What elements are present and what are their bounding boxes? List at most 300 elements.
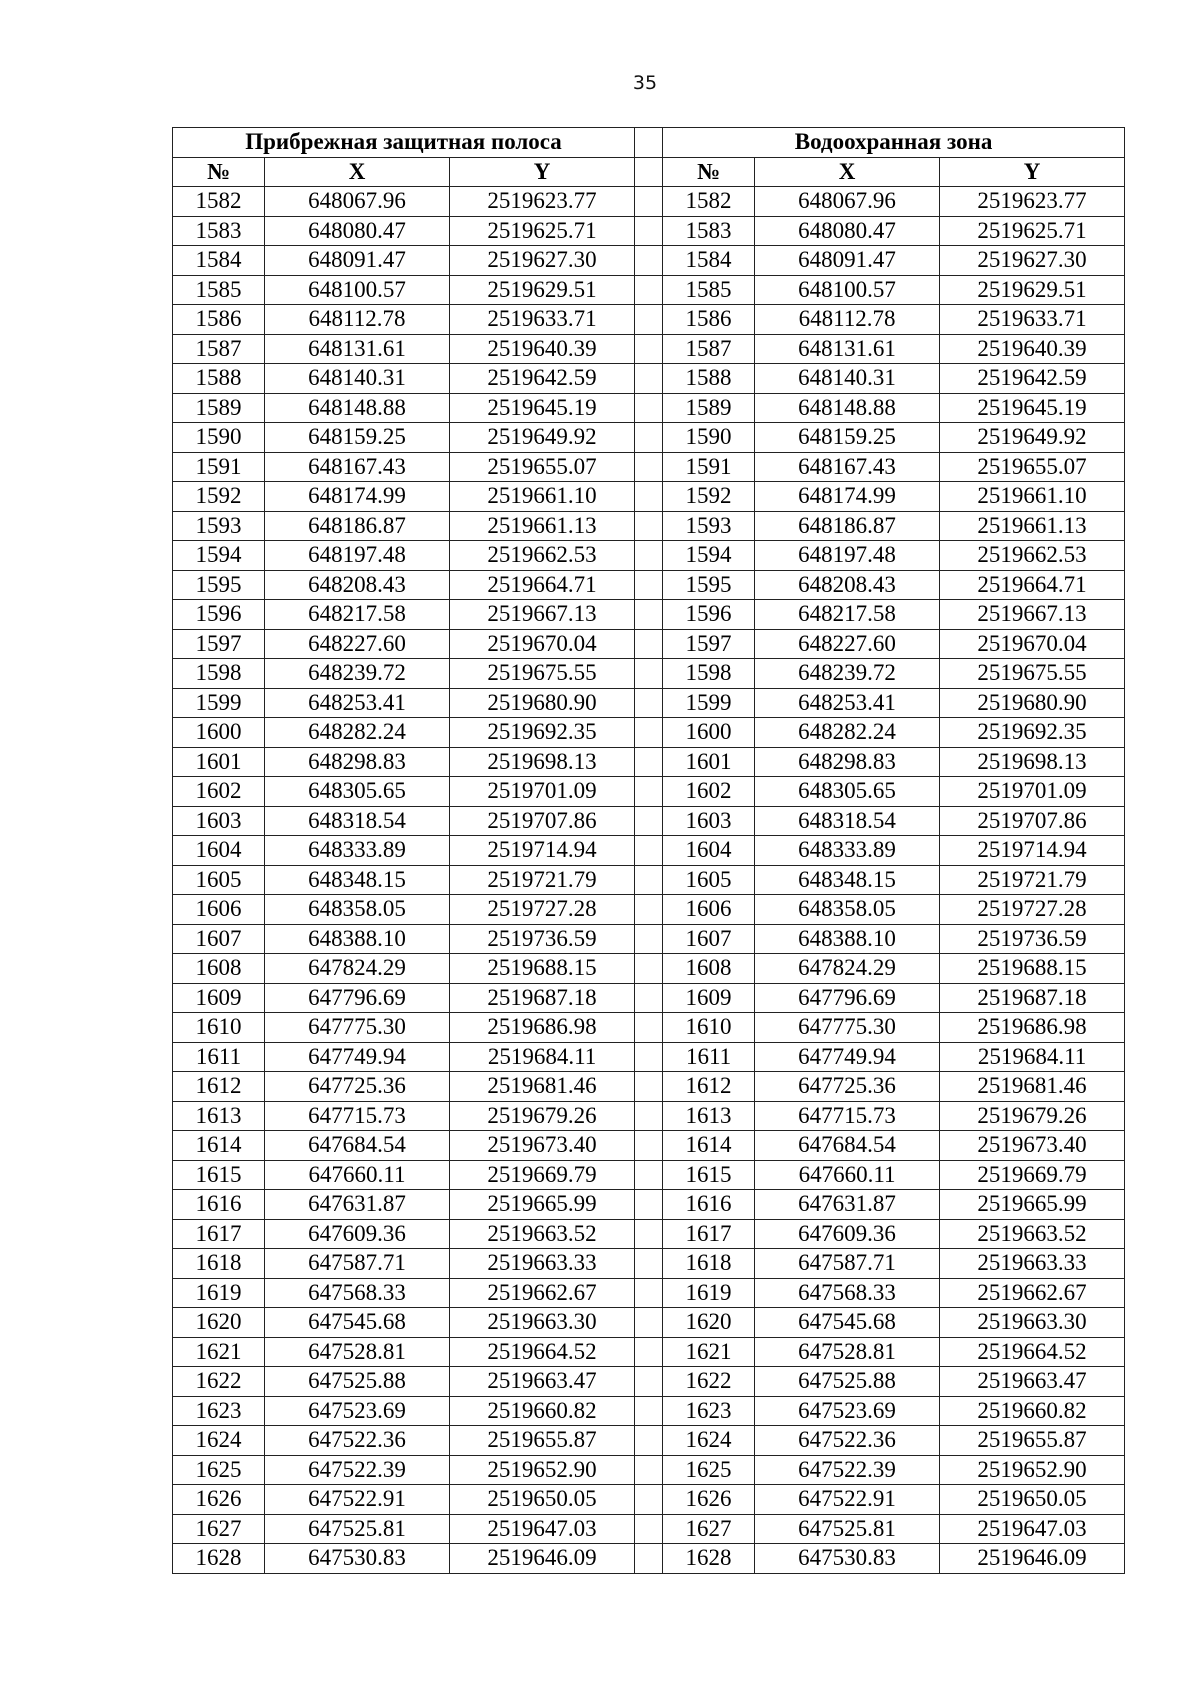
table-row [173, 718, 1125, 748]
right-point-number: 1597 [663, 629, 755, 659]
column-gap [635, 1278, 663, 1308]
left-point-number: 1598 [173, 659, 265, 689]
left-y-coordinate: 2519627.30 [450, 246, 635, 276]
left-x-coordinate: 648067.96 [265, 187, 450, 217]
right-x-coordinate: 648305.65 [755, 777, 940, 807]
left-y-coordinate: 2519625.71 [450, 216, 635, 246]
left-x-coordinate: 648131.61 [265, 334, 450, 364]
right-y-coordinate: 2519623.77 [940, 187, 1125, 217]
left-point-number: 1586 [173, 305, 265, 335]
right-y-coordinate: 2519660.82 [940, 1396, 1125, 1426]
column-gap [635, 659, 663, 689]
right-y-coordinate: 2519681.46 [940, 1072, 1125, 1102]
table-row [173, 777, 1125, 807]
right-x-coordinate: 647715.73 [755, 1101, 940, 1131]
column-gap [635, 511, 663, 541]
right-x-coordinate: 648091.47 [755, 246, 940, 276]
right-point-number: 1618 [663, 1249, 755, 1279]
right-y-coordinate: 2519679.26 [940, 1101, 1125, 1131]
left-point-number: 1585 [173, 275, 265, 305]
left-point-number: 1588 [173, 364, 265, 394]
table-row [173, 482, 1125, 512]
left-point-number: 1621 [173, 1337, 265, 1367]
table-row [173, 305, 1125, 335]
left-y-coordinate: 2519664.52 [450, 1337, 635, 1367]
table-row [173, 747, 1125, 777]
column-gap [635, 629, 663, 659]
right-x-coordinate: 648318.54 [755, 806, 940, 836]
table-row [173, 983, 1125, 1013]
right-x-coordinate: 648348.15 [755, 865, 940, 895]
left-point-number: 1595 [173, 570, 265, 600]
right-x-coordinate: 647528.81 [755, 1337, 940, 1367]
right-y-coordinate: 2519669.79 [940, 1160, 1125, 1190]
right-x-coordinate: 647568.33 [755, 1278, 940, 1308]
right-point-number: 1602 [663, 777, 755, 807]
left-x-coordinate: 647522.91 [265, 1485, 450, 1515]
right-point-number: 1619 [663, 1278, 755, 1308]
right-point-number: 1627 [663, 1514, 755, 1544]
left-x-coordinate: 648298.83 [265, 747, 450, 777]
left-point-number: 1582 [173, 187, 265, 217]
left-point-number: 1602 [173, 777, 265, 807]
right-x-coordinate: 648080.47 [755, 216, 940, 246]
left-y-coordinate: 2519650.05 [450, 1485, 635, 1515]
column-header-row [173, 157, 1125, 187]
right-point-number: 1593 [663, 511, 755, 541]
right-header-y: Y [940, 157, 1125, 187]
left-y-coordinate: 2519640.39 [450, 334, 635, 364]
left-y-coordinate: 2519645.19 [450, 393, 635, 423]
coordinates-table [172, 127, 1125, 1574]
column-gap [635, 187, 663, 217]
left-x-coordinate: 647522.36 [265, 1426, 450, 1456]
right-point-number: 1610 [663, 1013, 755, 1043]
left-y-coordinate: 2519655.07 [450, 452, 635, 482]
column-gap [635, 216, 663, 246]
left-x-coordinate: 648358.05 [265, 895, 450, 925]
right-y-coordinate: 2519655.87 [940, 1426, 1125, 1456]
left-y-coordinate: 2519670.04 [450, 629, 635, 659]
right-x-coordinate: 648067.96 [755, 187, 940, 217]
left-point-number: 1594 [173, 541, 265, 571]
table-row [173, 541, 1125, 571]
right-x-coordinate: 648159.25 [755, 423, 940, 453]
right-x-coordinate: 647725.36 [755, 1072, 940, 1102]
left-y-coordinate: 2519663.52 [450, 1219, 635, 1249]
left-point-number: 1601 [173, 747, 265, 777]
left-point-number: 1587 [173, 334, 265, 364]
left-y-coordinate: 2519701.09 [450, 777, 635, 807]
left-header-y: Y [450, 157, 635, 187]
right-y-coordinate: 2519664.52 [940, 1337, 1125, 1367]
left-point-number: 1604 [173, 836, 265, 866]
left-x-coordinate: 648348.15 [265, 865, 450, 895]
left-x-coordinate: 648167.43 [265, 452, 450, 482]
left-y-coordinate: 2519688.15 [450, 954, 635, 984]
table-row [173, 216, 1125, 246]
column-gap [635, 1072, 663, 1102]
page-number: 35 [632, 72, 658, 94]
right-y-coordinate: 2519698.13 [940, 747, 1125, 777]
right-y-coordinate: 2519692.35 [940, 718, 1125, 748]
right-y-coordinate: 2519655.07 [940, 452, 1125, 482]
left-y-coordinate: 2519646.09 [450, 1544, 635, 1574]
left-point-number: 1593 [173, 511, 265, 541]
left-y-coordinate: 2519647.03 [450, 1514, 635, 1544]
right-x-coordinate: 648333.89 [755, 836, 940, 866]
column-gap [635, 1308, 663, 1338]
left-x-coordinate: 648148.88 [265, 393, 450, 423]
left-y-coordinate: 2519655.87 [450, 1426, 635, 1456]
right-point-number: 1621 [663, 1337, 755, 1367]
left-y-coordinate: 2519686.98 [450, 1013, 635, 1043]
table-row [173, 1337, 1125, 1367]
right-point-number: 1623 [663, 1396, 755, 1426]
left-x-coordinate: 647525.88 [265, 1367, 450, 1397]
left-point-number: 1627 [173, 1514, 265, 1544]
right-point-number: 1626 [663, 1485, 755, 1515]
right-point-number: 1591 [663, 452, 755, 482]
left-y-coordinate: 2519623.77 [450, 187, 635, 217]
right-y-coordinate: 2519642.59 [940, 364, 1125, 394]
column-gap [635, 1131, 663, 1161]
right-y-coordinate: 2519662.53 [940, 541, 1125, 571]
right-y-coordinate: 2519625.71 [940, 216, 1125, 246]
left-x-coordinate: 648091.47 [265, 246, 450, 276]
left-x-coordinate: 647525.81 [265, 1514, 450, 1544]
right-x-coordinate: 648388.10 [755, 924, 940, 954]
right-x-coordinate: 648140.31 [755, 364, 940, 394]
left-point-number: 1600 [173, 718, 265, 748]
left-point-number: 1605 [173, 865, 265, 895]
right-point-number: 1601 [663, 747, 755, 777]
left-y-coordinate: 2519664.71 [450, 570, 635, 600]
table-row [173, 1514, 1125, 1544]
column-gap [635, 570, 663, 600]
table-row [173, 423, 1125, 453]
left-x-coordinate: 648208.43 [265, 570, 450, 600]
left-x-coordinate: 648174.99 [265, 482, 450, 512]
left-x-coordinate: 647725.36 [265, 1072, 450, 1102]
right-point-number: 1587 [663, 334, 755, 364]
table-row [173, 865, 1125, 895]
left-point-number: 1603 [173, 806, 265, 836]
right-x-coordinate: 647522.39 [755, 1455, 940, 1485]
left-y-coordinate: 2519633.71 [450, 305, 635, 335]
left-x-coordinate: 648333.89 [265, 836, 450, 866]
column-gap [635, 718, 663, 748]
right-y-coordinate: 2519687.18 [940, 983, 1125, 1013]
left-point-number: 1610 [173, 1013, 265, 1043]
right-x-coordinate: 647522.36 [755, 1426, 940, 1456]
left-y-coordinate: 2519736.59 [450, 924, 635, 954]
table-row [173, 1367, 1125, 1397]
left-point-number: 1611 [173, 1042, 265, 1072]
left-x-coordinate: 648159.25 [265, 423, 450, 453]
right-point-number: 1595 [663, 570, 755, 600]
right-point-number: 1596 [663, 600, 755, 630]
left-point-number: 1624 [173, 1426, 265, 1456]
column-gap [635, 1101, 663, 1131]
right-y-coordinate: 2519647.03 [940, 1514, 1125, 1544]
right-x-coordinate: 647775.30 [755, 1013, 940, 1043]
column-gap [635, 275, 663, 305]
left-x-coordinate: 648197.48 [265, 541, 450, 571]
left-point-number: 1619 [173, 1278, 265, 1308]
left-x-coordinate: 647796.69 [265, 983, 450, 1013]
right-point-number: 1613 [663, 1101, 755, 1131]
right-point-number: 1599 [663, 688, 755, 718]
right-y-coordinate: 2519727.28 [940, 895, 1125, 925]
left-y-coordinate: 2519727.28 [450, 895, 635, 925]
right-y-coordinate: 2519701.09 [940, 777, 1125, 807]
right-point-number: 1622 [663, 1367, 755, 1397]
column-gap [635, 1426, 663, 1456]
table-row [173, 275, 1125, 305]
column-gap [635, 128, 663, 158]
right-y-coordinate: 2519663.33 [940, 1249, 1125, 1279]
right-x-coordinate: 647631.87 [755, 1190, 940, 1220]
column-gap [635, 1160, 663, 1190]
left-y-coordinate: 2519663.47 [450, 1367, 635, 1397]
right-x-coordinate: 647824.29 [755, 954, 940, 984]
table-row [173, 806, 1125, 836]
left-point-number: 1597 [173, 629, 265, 659]
right-y-coordinate: 2519684.11 [940, 1042, 1125, 1072]
column-gap [635, 541, 663, 571]
left-point-number: 1592 [173, 482, 265, 512]
right-y-coordinate: 2519633.71 [940, 305, 1125, 335]
right-y-coordinate: 2519663.52 [940, 1219, 1125, 1249]
right-point-number: 1588 [663, 364, 755, 394]
right-y-coordinate: 2519688.15 [940, 954, 1125, 984]
table-row [173, 246, 1125, 276]
right-y-coordinate: 2519661.13 [940, 511, 1125, 541]
right-y-coordinate: 2519675.55 [940, 659, 1125, 689]
column-gap [635, 246, 663, 276]
table-row [173, 1455, 1125, 1485]
left-y-coordinate: 2519687.18 [450, 983, 635, 1013]
right-point-number: 1615 [663, 1160, 755, 1190]
right-point-number: 1614 [663, 1131, 755, 1161]
right-x-coordinate: 647684.54 [755, 1131, 940, 1161]
table-row [173, 393, 1125, 423]
left-x-coordinate: 648140.31 [265, 364, 450, 394]
column-gap [635, 1367, 663, 1397]
right-x-coordinate: 647796.69 [755, 983, 940, 1013]
table-row [173, 1544, 1125, 1574]
table-row [173, 1072, 1125, 1102]
right-x-coordinate: 648253.41 [755, 688, 940, 718]
right-x-coordinate: 648148.88 [755, 393, 940, 423]
left-x-coordinate: 647684.54 [265, 1131, 450, 1161]
table-row [173, 1485, 1125, 1515]
left-x-coordinate: 648227.60 [265, 629, 450, 659]
right-point-number: 1598 [663, 659, 755, 689]
right-y-coordinate: 2519665.99 [940, 1190, 1125, 1220]
left-x-coordinate: 648318.54 [265, 806, 450, 836]
right-x-coordinate: 647587.71 [755, 1249, 940, 1279]
left-point-number: 1613 [173, 1101, 265, 1131]
left-point-number: 1625 [173, 1455, 265, 1485]
left-x-coordinate: 647545.68 [265, 1308, 450, 1338]
column-gap [635, 452, 663, 482]
left-x-coordinate: 647609.36 [265, 1219, 450, 1249]
left-x-coordinate: 648186.87 [265, 511, 450, 541]
table-row [173, 1308, 1125, 1338]
right-point-number: 1584 [663, 246, 755, 276]
table-row [173, 924, 1125, 954]
left-y-coordinate: 2519660.82 [450, 1396, 635, 1426]
right-point-number: 1604 [663, 836, 755, 866]
left-point-number: 1609 [173, 983, 265, 1013]
column-gap [635, 983, 663, 1013]
left-point-number: 1623 [173, 1396, 265, 1426]
table-row [173, 1131, 1125, 1161]
column-gap [635, 423, 663, 453]
right-section-title: Водоохранная зона [663, 128, 1125, 158]
left-point-number: 1622 [173, 1367, 265, 1397]
right-y-coordinate: 2519670.04 [940, 629, 1125, 659]
left-y-coordinate: 2519707.86 [450, 806, 635, 836]
left-y-coordinate: 2519663.33 [450, 1249, 635, 1279]
left-x-coordinate: 648239.72 [265, 659, 450, 689]
right-y-coordinate: 2519662.67 [940, 1278, 1125, 1308]
right-x-coordinate: 648174.99 [755, 482, 940, 512]
right-x-coordinate: 647523.69 [755, 1396, 940, 1426]
column-gap [635, 364, 663, 394]
left-x-coordinate: 647715.73 [265, 1101, 450, 1131]
column-gap [635, 1219, 663, 1249]
table-row [173, 364, 1125, 394]
right-x-coordinate: 647545.68 [755, 1308, 940, 1338]
left-x-coordinate: 647587.71 [265, 1249, 450, 1279]
column-gap [635, 1455, 663, 1485]
right-y-coordinate: 2519640.39 [940, 334, 1125, 364]
right-point-number: 1608 [663, 954, 755, 984]
right-y-coordinate: 2519629.51 [940, 275, 1125, 305]
right-y-coordinate: 2519663.47 [940, 1367, 1125, 1397]
left-x-coordinate: 648217.58 [265, 600, 450, 630]
left-header-num: № [173, 157, 265, 187]
right-point-number: 1628 [663, 1544, 755, 1574]
table-row [173, 570, 1125, 600]
right-x-coordinate: 647609.36 [755, 1219, 940, 1249]
column-gap [635, 865, 663, 895]
right-point-number: 1583 [663, 216, 755, 246]
left-x-coordinate: 647660.11 [265, 1160, 450, 1190]
left-x-coordinate: 647775.30 [265, 1013, 450, 1043]
column-gap [635, 600, 663, 630]
left-x-coordinate: 648253.41 [265, 688, 450, 718]
left-point-number: 1628 [173, 1544, 265, 1574]
column-gap [635, 334, 663, 364]
left-point-number: 1626 [173, 1485, 265, 1515]
column-gap [635, 1013, 663, 1043]
right-point-number: 1585 [663, 275, 755, 305]
column-gap [635, 895, 663, 925]
right-point-number: 1625 [663, 1455, 755, 1485]
right-y-coordinate: 2519649.92 [940, 423, 1125, 453]
left-x-coordinate: 648282.24 [265, 718, 450, 748]
right-y-coordinate: 2519707.86 [940, 806, 1125, 836]
left-point-number: 1596 [173, 600, 265, 630]
right-y-coordinate: 2519627.30 [940, 246, 1125, 276]
right-x-coordinate: 648197.48 [755, 541, 940, 571]
table-row [173, 1160, 1125, 1190]
right-x-coordinate: 647660.11 [755, 1160, 940, 1190]
right-point-number: 1594 [663, 541, 755, 571]
right-point-number: 1590 [663, 423, 755, 453]
right-y-coordinate: 2519736.59 [940, 924, 1125, 954]
left-x-coordinate: 647631.87 [265, 1190, 450, 1220]
table-row [173, 1249, 1125, 1279]
column-gap [635, 482, 663, 512]
right-point-number: 1592 [663, 482, 755, 512]
right-x-coordinate: 648167.43 [755, 452, 940, 482]
left-header-x: X [265, 157, 450, 187]
column-gap [635, 1190, 663, 1220]
right-x-coordinate: 648227.60 [755, 629, 940, 659]
left-y-coordinate: 2519663.30 [450, 1308, 635, 1338]
right-x-coordinate: 648131.61 [755, 334, 940, 364]
right-point-number: 1611 [663, 1042, 755, 1072]
right-y-coordinate: 2519664.71 [940, 570, 1125, 600]
left-x-coordinate: 647522.39 [265, 1455, 450, 1485]
table-row [173, 895, 1125, 925]
right-point-number: 1617 [663, 1219, 755, 1249]
right-point-number: 1606 [663, 895, 755, 925]
right-y-coordinate: 2519714.94 [940, 836, 1125, 866]
right-y-coordinate: 2519686.98 [940, 1013, 1125, 1043]
right-y-coordinate: 2519721.79 [940, 865, 1125, 895]
left-y-coordinate: 2519681.46 [450, 1072, 635, 1102]
left-point-number: 1591 [173, 452, 265, 482]
column-gap [635, 688, 663, 718]
right-x-coordinate: 647522.91 [755, 1485, 940, 1515]
right-y-coordinate: 2519673.40 [940, 1131, 1125, 1161]
right-x-coordinate: 648100.57 [755, 275, 940, 305]
left-section-title: Прибрежная защитная полоса [173, 128, 635, 158]
left-point-number: 1616 [173, 1190, 265, 1220]
right-point-number: 1607 [663, 924, 755, 954]
left-y-coordinate: 2519662.53 [450, 541, 635, 571]
left-x-coordinate: 648100.57 [265, 275, 450, 305]
right-x-coordinate: 647530.83 [755, 1544, 940, 1574]
column-gap [635, 1249, 663, 1279]
column-gap [635, 1544, 663, 1574]
right-point-number: 1582 [663, 187, 755, 217]
column-gap [635, 157, 663, 187]
right-x-coordinate: 647749.94 [755, 1042, 940, 1072]
column-gap [635, 954, 663, 984]
table-row [173, 1013, 1125, 1043]
table-row [173, 1101, 1125, 1131]
right-point-number: 1586 [663, 305, 755, 335]
right-y-coordinate: 2519667.13 [940, 600, 1125, 630]
column-gap [635, 1337, 663, 1367]
right-y-coordinate: 2519645.19 [940, 393, 1125, 423]
right-y-coordinate: 2519661.10 [940, 482, 1125, 512]
left-x-coordinate: 647824.29 [265, 954, 450, 984]
table-row [173, 600, 1125, 630]
table-row [173, 1426, 1125, 1456]
left-y-coordinate: 2519675.55 [450, 659, 635, 689]
left-point-number: 1589 [173, 393, 265, 423]
table-row [173, 1278, 1125, 1308]
left-point-number: 1617 [173, 1219, 265, 1249]
